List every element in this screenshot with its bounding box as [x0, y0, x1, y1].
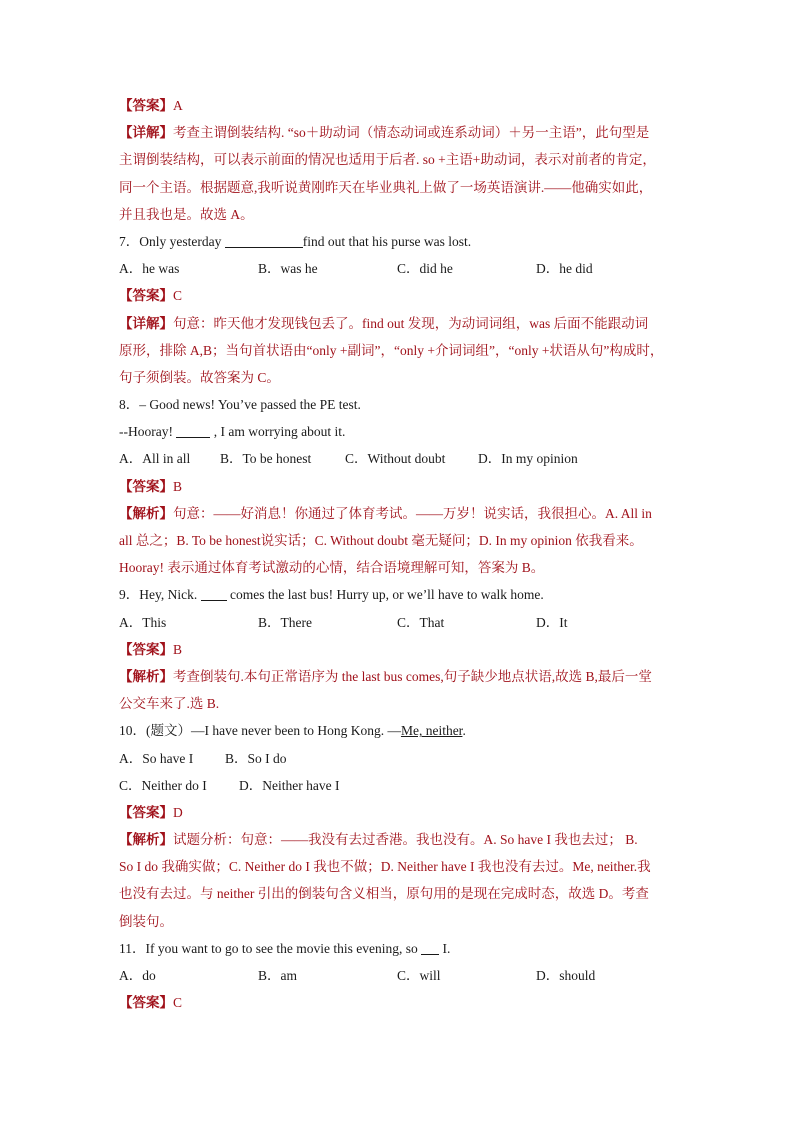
option-c: C．Neither do I — [119, 777, 207, 793]
q8-options — [119, 445, 679, 472]
option-d: D．In my opinion — [478, 451, 578, 467]
q7-detail-line-2: 原形，排除 A,B；当句首状语由“only +副词”，“only +介词词组”，“only +状语从句”构成时， — [119, 342, 664, 358]
q10-detail-line-2: So I do 我确实做；C. Neither do I 我也不做；D. Neither have I 我也没有去过。Me, neither.我 — [119, 859, 651, 875]
q9-detail-line-1: 【解析】考查倒装句.本句正常语序为 the last bus comes,句子缺少地点状语,故选 B,最后一堂 — [119, 668, 652, 684]
q10-options-row-1 — [119, 745, 679, 772]
option-c: C．will — [397, 968, 441, 983]
q6-detail-line-3: 同一个主语。根据题意,我听说黄刚昨天在毕业典礼上做了一场英语演讲.——他确实如此， — [119, 179, 653, 195]
answer-value: A — [173, 98, 183, 113]
option-d: D．should — [536, 968, 596, 983]
option-d: D．Neither have I — [239, 777, 340, 793]
q6-answer — [119, 92, 679, 119]
q8-reply: --Hooray! , I am worrying about it. — [119, 424, 346, 440]
option-c: C．That — [397, 614, 445, 630]
answer-tag: 【答案】 — [119, 98, 173, 113]
answer-tag: 【答案】 — [119, 995, 173, 1011]
q6-detail-line-1: 【详解】考查主谓倒装结构. “so＋助动词（情态动词或连系动词）＋另一主语”，此句型是 — [119, 125, 650, 141]
option-a: A．do — [119, 968, 156, 983]
answer-value: B — [173, 641, 183, 657]
answer-blank — [421, 940, 439, 955]
option-d: D．It — [536, 614, 568, 630]
option-a: A．So have I — [119, 750, 194, 766]
option-a: A．he was — [119, 261, 180, 277]
answer-tag: 【答案】 — [119, 804, 173, 820]
q6-detail-line-4: 并且我也是。故选 A。 — [119, 206, 254, 222]
option-d: D．he did — [536, 261, 593, 277]
option-a: A．This — [119, 614, 167, 630]
q7-stem: 7．Only yesterday find out that his purse was lost. — [119, 233, 472, 249]
detail-tag: 【详解】 — [119, 125, 173, 141]
q11-answer — [119, 989, 679, 1016]
option-b: B．am — [258, 968, 297, 983]
answer-blank — [201, 586, 227, 601]
option-b: B．To be honest — [220, 451, 312, 467]
option-b: B．So I do — [225, 750, 287, 766]
q7-options — [119, 255, 679, 282]
answer-value: C — [173, 995, 183, 1011]
option-b: B．There — [258, 614, 312, 630]
q10-options-row-2 — [119, 772, 679, 799]
option-c: C．Without doubt — [345, 451, 446, 467]
q10-detail-line-1: 【解析】试题分析：句意：——我没有去过香港。我也没有。A. So have I 我也去过； B. — [119, 832, 638, 848]
detail-tag: 【详解】 — [119, 315, 173, 331]
q9-detail-line-2: 公交车来了.选 B. — [119, 696, 220, 712]
q10-detail-line-4: 倒装句。 — [119, 913, 173, 929]
q11-options — [119, 962, 679, 989]
answer-value: C — [173, 288, 183, 304]
detail-tag: 【解析】 — [119, 668, 173, 684]
detail-tag: 【解析】 — [119, 832, 173, 848]
answer-tag: 【答案】 — [119, 641, 173, 657]
q9-stem: 9．Hey, Nick. comes the last bus! Hurry up, or we’ll have to walk home. — [119, 587, 544, 603]
q8-answer — [119, 473, 679, 500]
answer-value: B — [173, 478, 183, 494]
q8-detail-line-1: 【解析】句意：——好消息！你通过了体育考试。——万岁！说实话，我很担心。A. All in — [119, 505, 652, 521]
q6-detail-line-2: 主谓倒装结构，可以表示前面的情况也适用于后者. so +主语+助动词，表示对前者的肯定， — [119, 152, 656, 168]
q11-stem: 11．If you want to go to see the movie this evening, so I. — [119, 940, 451, 956]
q8-stem: 8．– Good news! You’ve passed the PE test. — [119, 397, 361, 413]
q8-detail-line-3: Hooray! 表示通过体育考试激动的心情，结合语境理解可知，答案为 B。 — [119, 560, 545, 576]
answer-blank — [176, 423, 210, 438]
detail-tag: 【解析】 — [119, 505, 173, 521]
q7-answer — [119, 282, 679, 309]
q9-options — [119, 609, 679, 636]
q9-answer — [119, 636, 679, 663]
q10-detail-line-3: 也没有去过。与 neither 引出的倒装句含义相当，原句用的是现在完成时态，故选 D。考查 — [119, 886, 649, 902]
question-content — [119, 92, 679, 1016]
option-a: A．All in all — [119, 451, 191, 467]
q10-stem: 10．(题文）—I have never been to Hong Kong. —Me, neither. — [119, 723, 466, 739]
answer-blank — [225, 233, 303, 248]
answer-tag: 【答案】 — [119, 288, 173, 304]
option-b: B．was he — [258, 261, 318, 277]
answer-tag: 【答案】 — [119, 478, 173, 494]
underlined-phrase: Me, neither — [400, 723, 463, 739]
q8-detail-line-2: all 总之；B. To be honest说实话；C. Without doubt 毫无疑问；D. In my opinion 依我看来。 — [119, 533, 643, 548]
q7-detail-line-3: 句子须倒装。故答案为 C。 — [119, 369, 280, 385]
q7-detail-line-1: 【详解】句意：昨天他才发现钱包丢了。find out 发现，为动词词组，was 后面不能跟动词 — [119, 315, 649, 331]
answer-value: D — [173, 804, 183, 820]
q10-answer — [119, 799, 679, 826]
option-c: C．did he — [397, 261, 453, 277]
